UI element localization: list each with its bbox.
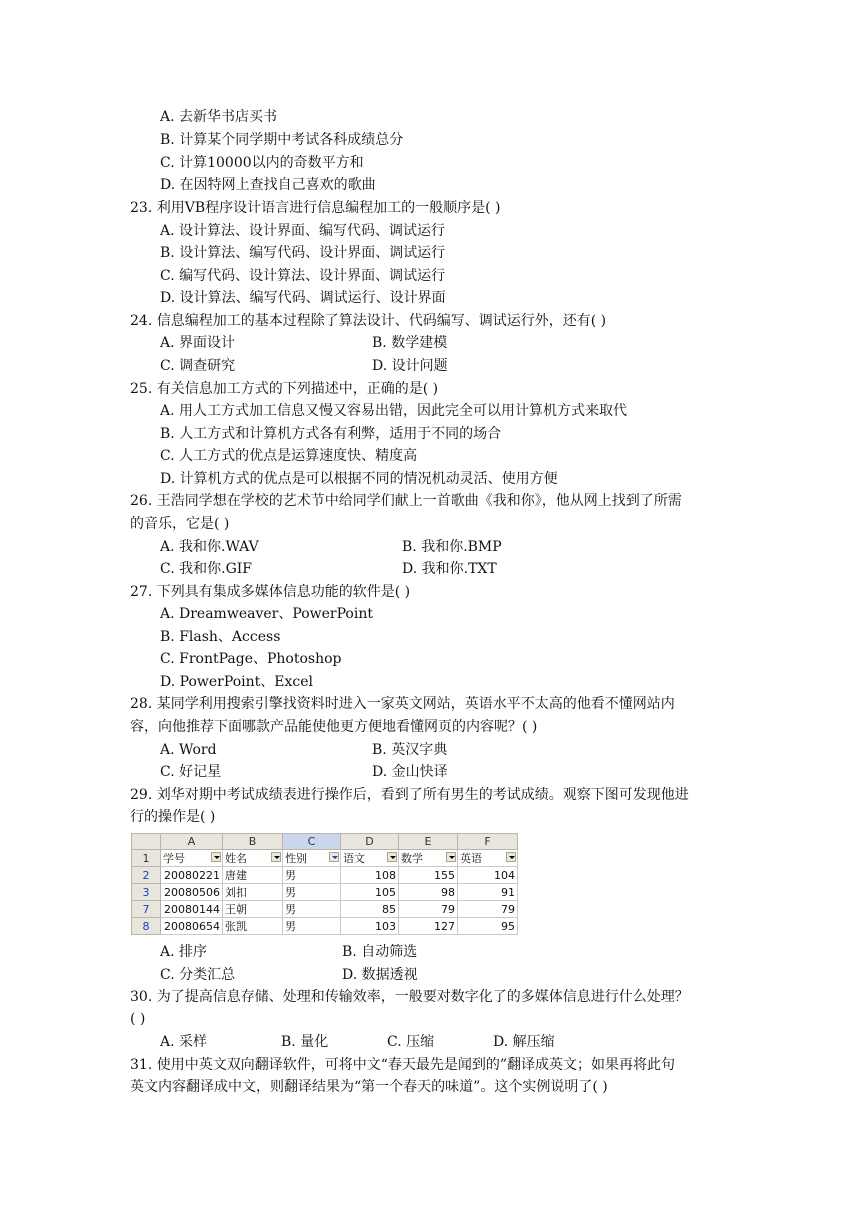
cell-math: 155 xyxy=(399,867,458,884)
header-label: 英语 xyxy=(460,852,482,865)
cell-sex: 男 xyxy=(283,867,341,884)
header-cell xyxy=(399,850,458,867)
question-29-option-d: D. 数据透视 xyxy=(342,967,418,983)
question-26-option-a: A. 我和你.WAV xyxy=(160,539,259,555)
question-27-option-a: A. Dreamweaver、PowerPoint xyxy=(160,606,373,622)
filter-dropdown-icon[interactable] xyxy=(271,852,281,862)
cell-sex: 男 xyxy=(283,884,341,901)
question-30-line-2: ( ) xyxy=(130,1011,146,1027)
question-27-option-b: B. Flash、Access xyxy=(160,629,281,645)
question-29-option-b: B. 自动筛选 xyxy=(342,944,418,960)
column-header-e: E xyxy=(399,834,458,850)
cell-chinese: 85 xyxy=(341,901,399,918)
table-row xyxy=(132,918,518,935)
cell-english: 95 xyxy=(458,918,518,935)
row-number: 2 xyxy=(132,867,161,884)
filter-dropdown-icon[interactable] xyxy=(446,852,456,862)
header-label: 数学 xyxy=(401,852,423,865)
header-cell xyxy=(161,850,223,867)
question-25: 25. 有关信息加工方式的下列描述中，正确的是( ) xyxy=(130,381,439,397)
filter-dropdown-icon[interactable] xyxy=(211,852,221,862)
question-29-line-2: 行的操作是( ) xyxy=(130,809,216,825)
header-label: 学号 xyxy=(163,852,185,865)
question-31-line-1: 31. 使用中英文双向翻译软件，可将中文“春天最先是闻到的”翻译成英文；如果再将此句 xyxy=(130,1057,676,1073)
cell-english: 104 xyxy=(458,867,518,884)
option-a: A. 去新华书店买书 xyxy=(160,109,278,125)
header-cell xyxy=(341,850,399,867)
question-28-option-d: D. 金山快译 xyxy=(372,764,448,780)
row-number: 8 xyxy=(132,918,161,935)
cell-math: 79 xyxy=(399,901,458,918)
option-d: D. 在因特网上查找自己喜欢的歌曲 xyxy=(160,177,376,193)
cell-math: 127 xyxy=(399,918,458,935)
header-cell xyxy=(223,850,283,867)
filter-dropdown-icon[interactable] xyxy=(329,852,339,862)
column-header-c: C xyxy=(283,834,341,850)
question-30-line-1: 30. 为了提高信息存储、处理和传输效率，一般要对数字化了的多媒体信息进行什么处理？ xyxy=(130,989,689,1005)
question-27-option-c: C. FrontPage、Photoshop xyxy=(160,651,342,667)
cell-id: 20080654 xyxy=(161,918,223,935)
question-30-option-c: C. 压缩 xyxy=(387,1034,435,1050)
question-24-option-b: B. 数学建模 xyxy=(372,335,448,351)
option-b: B. 计算某个同学期中考试各科成绩总分 xyxy=(160,132,404,148)
question-30-option-b: B. 量化 xyxy=(281,1034,329,1050)
question-29-line-1: 29. 刘华对期中考试成绩表进行操作后，看到了所有男生的考试成绩。观察下图可发现他进 xyxy=(130,787,689,803)
question-30-option-d: D. 解压缩 xyxy=(493,1034,555,1050)
question-23: 23. 利用VB程序设计语言进行信息编程加工的一般顺序是( ) xyxy=(130,200,501,216)
question-23-option-d: D. 设计算法、编写代码、调试运行、设计界面 xyxy=(160,290,446,306)
question-25-option-c: C. 人工方式的优点是运算速度快、精度高 xyxy=(160,448,418,464)
column-header-row xyxy=(132,834,518,850)
question-28-line-1: 28. 某同学利用搜索引擎找资料时进入一家英文网站，英语水平不太高的他看不懂网站内 xyxy=(130,696,675,712)
question-23-option-b: B. 设计算法、编写代码、设计界面、调试运行 xyxy=(160,245,446,261)
corner-cell xyxy=(132,834,161,850)
row-number: 1 xyxy=(132,850,161,867)
header-label: 姓名 xyxy=(225,852,247,865)
cell-chinese: 108 xyxy=(341,867,399,884)
question-29-option-c: C. 分类汇总 xyxy=(160,967,236,983)
cell-id: 20080221 xyxy=(161,867,223,884)
question-28-line-2: 容，向他推荐下面哪款产品能使他更方便地看懂网页的内容呢？( ) xyxy=(130,719,538,735)
cell-math: 98 xyxy=(399,884,458,901)
question-26-line-2: 的音乐，它是( ) xyxy=(130,516,230,532)
question-25-option-b: B. 人工方式和计算机方式各有利弊，适用于不同的场合 xyxy=(160,426,502,442)
question-28-option-a: A. Word xyxy=(160,742,217,758)
filter-dropdown-icon[interactable] xyxy=(387,852,397,862)
question-26-option-b: B. 我和你.BMP xyxy=(402,539,502,555)
cell-name: 王朝 xyxy=(223,901,283,918)
cell-name: 唐建 xyxy=(223,867,283,884)
question-31-line-2: 英文内容翻译成中文，则翻译结果为“第一个春天的味道”。这个实例说明了( ) xyxy=(130,1079,608,1095)
question-30-option-a: A. 采样 xyxy=(160,1034,208,1050)
question-25-option-d: D. 计算机方式的优点是可以根据不同的情况机动灵活、使用方便 xyxy=(160,471,558,487)
question-24-option-a: A. 界面设计 xyxy=(160,335,236,351)
question-24: 24. 信息编程加工的基本过程除了算法设计、代码编写、调试运行外，还有( ) xyxy=(130,313,607,329)
cell-name: 刘扣 xyxy=(223,884,283,901)
table-row xyxy=(132,901,518,918)
question-24-option-c: C. 调查研究 xyxy=(160,358,236,374)
header-cell xyxy=(283,850,341,867)
column-header-b: B xyxy=(223,834,283,850)
question-28-option-c: C. 好记星 xyxy=(160,764,222,780)
question-26-line-1: 26. 王浩同学想在学校的艺术节中给同学们献上一首歌曲《我和你》，他从网上找到了所需 xyxy=(130,493,682,509)
header-cell xyxy=(458,850,518,867)
cell-english: 79 xyxy=(458,901,518,918)
cell-sex: 男 xyxy=(283,901,341,918)
question-24-option-d: D. 设计问题 xyxy=(372,358,448,374)
cell-chinese: 103 xyxy=(341,918,399,935)
question-28-option-b: B. 英汉字典 xyxy=(372,742,448,758)
cell-id: 20080506 xyxy=(161,884,223,901)
header-label: 性别 xyxy=(285,852,307,865)
cell-english: 91 xyxy=(458,884,518,901)
question-27: 27. 下列具有集成多媒体信息功能的软件是( ) xyxy=(130,584,411,600)
option-c: C. 计算10000以内的奇数平方和 xyxy=(160,155,364,171)
spreadsheet-figure xyxy=(131,833,517,933)
question-23-option-c: C. 编写代码、设计算法、设计界面、调试运行 xyxy=(160,268,446,284)
table-row xyxy=(132,884,518,901)
question-29-option-a: A. 排序 xyxy=(160,944,208,960)
field-header-row xyxy=(132,850,518,867)
question-25-option-a: A. 用人工方式加工信息又慢又容易出错，因此完全可以用计算机方式来取代 xyxy=(160,403,628,419)
table-row xyxy=(132,867,518,884)
cell-id: 20080144 xyxy=(161,901,223,918)
spreadsheet-table xyxy=(131,833,518,935)
question-26-option-c: C. 我和你.GIF xyxy=(160,561,252,577)
cell-sex: 男 xyxy=(283,918,341,935)
cell-chinese: 105 xyxy=(341,884,399,901)
header-label: 语文 xyxy=(343,852,365,865)
row-number: 7 xyxy=(132,901,161,918)
question-26-option-d: D. 我和你.TXT xyxy=(402,561,497,577)
question-23-option-a: A. 设计算法、设计界面、编写代码、调试运行 xyxy=(160,223,446,239)
column-header-a: A xyxy=(161,834,223,850)
cell-name: 张凯 xyxy=(223,918,283,935)
filter-dropdown-icon[interactable] xyxy=(506,852,516,862)
row-number: 3 xyxy=(132,884,161,901)
column-header-f: F xyxy=(458,834,518,850)
column-header-d: D xyxy=(341,834,399,850)
question-27-option-d: D. PowerPoint、Excel xyxy=(160,674,313,690)
